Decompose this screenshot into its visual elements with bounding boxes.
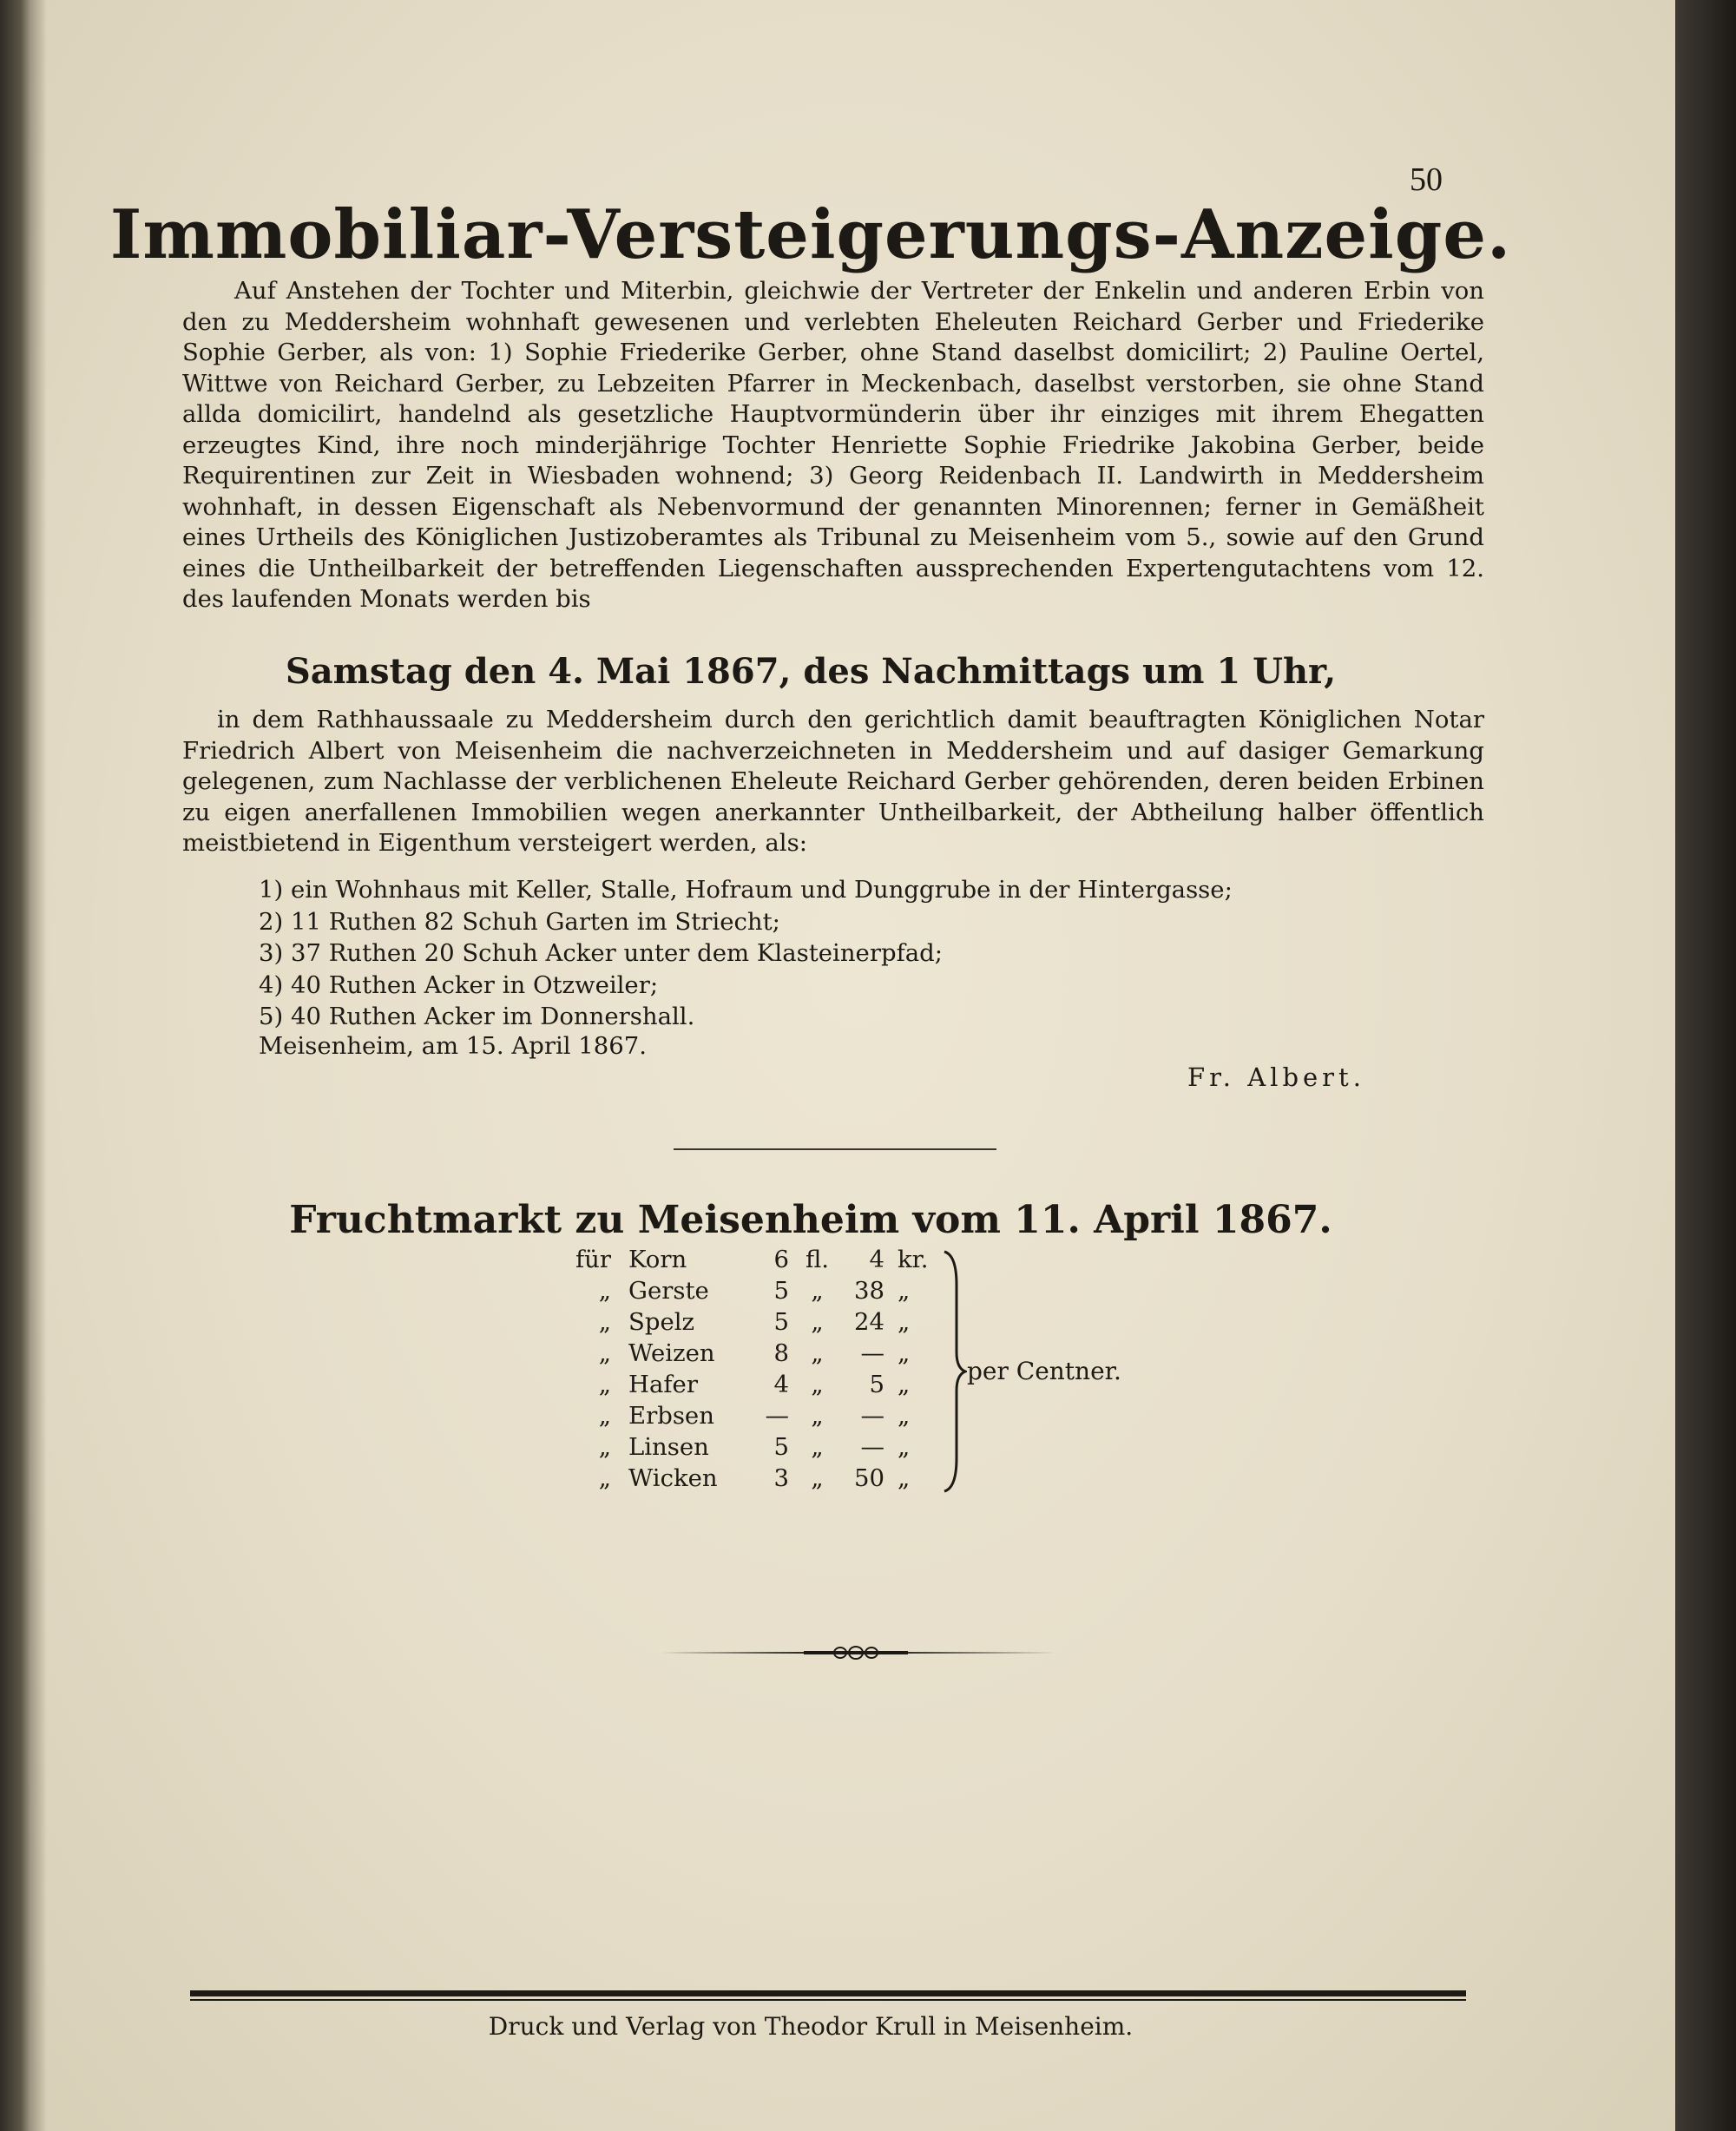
section-divider: [674, 1148, 996, 1150]
printer-imprint: Druck und Verlag von Theodor Krull in Meisenheim.: [488, 2012, 1134, 2041]
grain-name: Erbsen: [628, 1402, 714, 1430]
price-gulden: 5: [773, 1277, 789, 1305]
gulden-unit: „: [811, 1464, 824, 1492]
kreuzer-unit: „: [898, 1277, 911, 1305]
price-kreuzer: 5: [869, 1371, 884, 1398]
price-gulden: 5: [773, 1433, 789, 1461]
document-page: [30, 0, 1675, 2131]
auction-date: Samstag den 4. Mai 1867, des Nachmittags um 1 Uhr,: [285, 651, 1337, 692]
footer-rule-heavy: [190, 1990, 1466, 1996]
gulden-unit: „: [811, 1402, 824, 1430]
place-date: Meisenheim, am 15. April 1867.: [259, 1032, 648, 1060]
row-prefix: „: [598, 1339, 611, 1367]
ornament-divider-icon: [656, 1644, 1055, 1661]
grain-name: Wicken: [628, 1464, 718, 1492]
kreuzer-unit: „: [898, 1433, 911, 1461]
price-kreuzer: —: [860, 1339, 884, 1367]
property-item: 3) 37 Ruthen 20 Schuh Acker unter dem Klasteinerpfad;: [259, 939, 944, 967]
kreuzer-unit: „: [898, 1371, 911, 1398]
price-gulden: 4: [773, 1371, 789, 1398]
price-kreuzer: —: [860, 1433, 884, 1461]
signature: Fr. Albert.: [1187, 1062, 1365, 1092]
per-unit-label: per Centner.: [967, 1357, 1121, 1385]
footer-rule-thin: [190, 1999, 1466, 2001]
price-gulden: 5: [773, 1308, 789, 1336]
row-prefix: „: [598, 1308, 611, 1336]
property-item: 2) 11 Ruthen 82 Schuh Garten im Striecht;: [259, 907, 780, 936]
auction-paragraph: in dem Rathhaussaale zu Meddersheim durch den gerichtlich damit beauftragten Königlichen Notar Friedrich Albert von Meisenheim die nachverzeichneten in Meddersheim und auf dasiger Gemarkung gelegenen, zum Nachlasse der verblichenen Eheleute Reichard Gerber gehörenden, deren beiden Erbinen zu eigen anerfallenen Immobilien wegen anerkannter Untheilbarkeit, der Abtheilung halber öffentlich meistbietend in Eigenthum versteigert werden, als:: [182, 706, 1484, 857]
price-kreuzer: 4: [869, 1246, 884, 1273]
row-prefix: „: [598, 1464, 611, 1492]
price-kreuzer: 38: [854, 1277, 884, 1305]
price-gulden: 3: [773, 1464, 789, 1492]
price-kreuzer: 50: [854, 1464, 884, 1492]
announcement-paragraph: Auf Anstehen der Tochter und Miterbin, gleichwie der Vertreter der Enkelin und anderen Erbin von den zu Meddersheim wohnhaft gewesenen und verlebten Eheleuten Reichard Gerber und Friederike Sophie Gerber, als von: 1) Sophie Friederike Gerber, ohne Stand daselbst domicilirt; 2) Pauline Oertel, Wittwe von Reichard Gerber, zu Lebzeiten Pfarrer in Meckenbach, daselbst verstorben, sie ohne Stand allda domicilirt, handelnd als gesetzliche Hauptvormünderin über ihr einziges mit ihrem Ehegatten erzeugtes Kind, ihre noch minderjährige Tochter Henriette Sophie Friedrike Jakobina Gerber, beide Requirentinen zur Zeit in Wiesbaden wohnend; 3) Georg Reidenbach II. Landwirth in Meddersheim wohnhaft, in dessen Eigenschaft als Nebenvormund der genannten Minorennen; ferner in Gemäßheit eines Urtheils des Königlichen Justizoberamtes als Tribunal zu Meisenheim vom 5., sowie auf den Grund eines die Untheilbarkeit der betreffenden Liegenschaften aussprechenden Expertengutachtens vom 12. des laufenden Monats werden bis: [182, 277, 1484, 613]
property-item: 1) ein Wohnhaus mit Keller, Stalle, Hofraum und Dunggrube in der Hintergasse;: [259, 876, 1233, 904]
grain-name: Hafer: [628, 1371, 698, 1398]
gulden-unit: „: [811, 1277, 824, 1305]
grain-name: Korn: [628, 1246, 687, 1273]
price-gulden: 6: [773, 1246, 789, 1273]
gutter-shadow: [30, 0, 47, 2131]
property-list: [259, 874, 1233, 1033]
row-prefix: für: [575, 1246, 611, 1273]
price-gulden: 8: [773, 1339, 789, 1367]
grain-name: Gerste: [628, 1277, 709, 1305]
grain-name: Spelz: [628, 1308, 695, 1336]
row-prefix: „: [598, 1371, 611, 1398]
price-kreuzer: —: [860, 1402, 884, 1430]
curly-brace-icon: [941, 1250, 967, 1493]
price-kreuzer: 24: [854, 1308, 884, 1336]
page-number: 50: [1410, 161, 1443, 198]
kreuzer-unit: „: [898, 1464, 911, 1492]
property-item: 5) 40 Ruthen Acker im Donnershall.: [259, 1003, 695, 1030]
kreuzer-unit: „: [898, 1339, 911, 1367]
book-binding-right: [1675, 0, 1736, 2131]
kreuzer-unit: „: [898, 1308, 911, 1336]
auction-details: [182, 705, 1484, 859]
gulden-unit: „: [811, 1433, 824, 1461]
grain-name: Weizen: [628, 1339, 715, 1367]
page-title: Immobiliar-Versteigerungs-Anzeige.: [109, 195, 1512, 274]
market-title: Fruchtmarkt zu Meisenheim vom 11. April 1867.: [289, 1198, 1332, 1242]
gulden-unit: „: [811, 1371, 824, 1398]
kreuzer-unit: „: [898, 1402, 911, 1430]
kreuzer-unit: kr.: [898, 1246, 929, 1273]
gulden-unit: fl.: [805, 1246, 830, 1273]
gulden-unit: „: [811, 1339, 824, 1367]
property-item: 4) 40 Ruthen Acker in Otzweiler;: [259, 970, 659, 999]
gulden-unit: „: [811, 1308, 824, 1336]
announcement-body: [182, 276, 1484, 615]
row-prefix: „: [598, 1277, 611, 1305]
row-prefix: „: [598, 1402, 611, 1430]
price-gulden: —: [765, 1402, 789, 1430]
row-prefix: „: [598, 1433, 611, 1461]
grain-name: Linsen: [628, 1433, 709, 1461]
